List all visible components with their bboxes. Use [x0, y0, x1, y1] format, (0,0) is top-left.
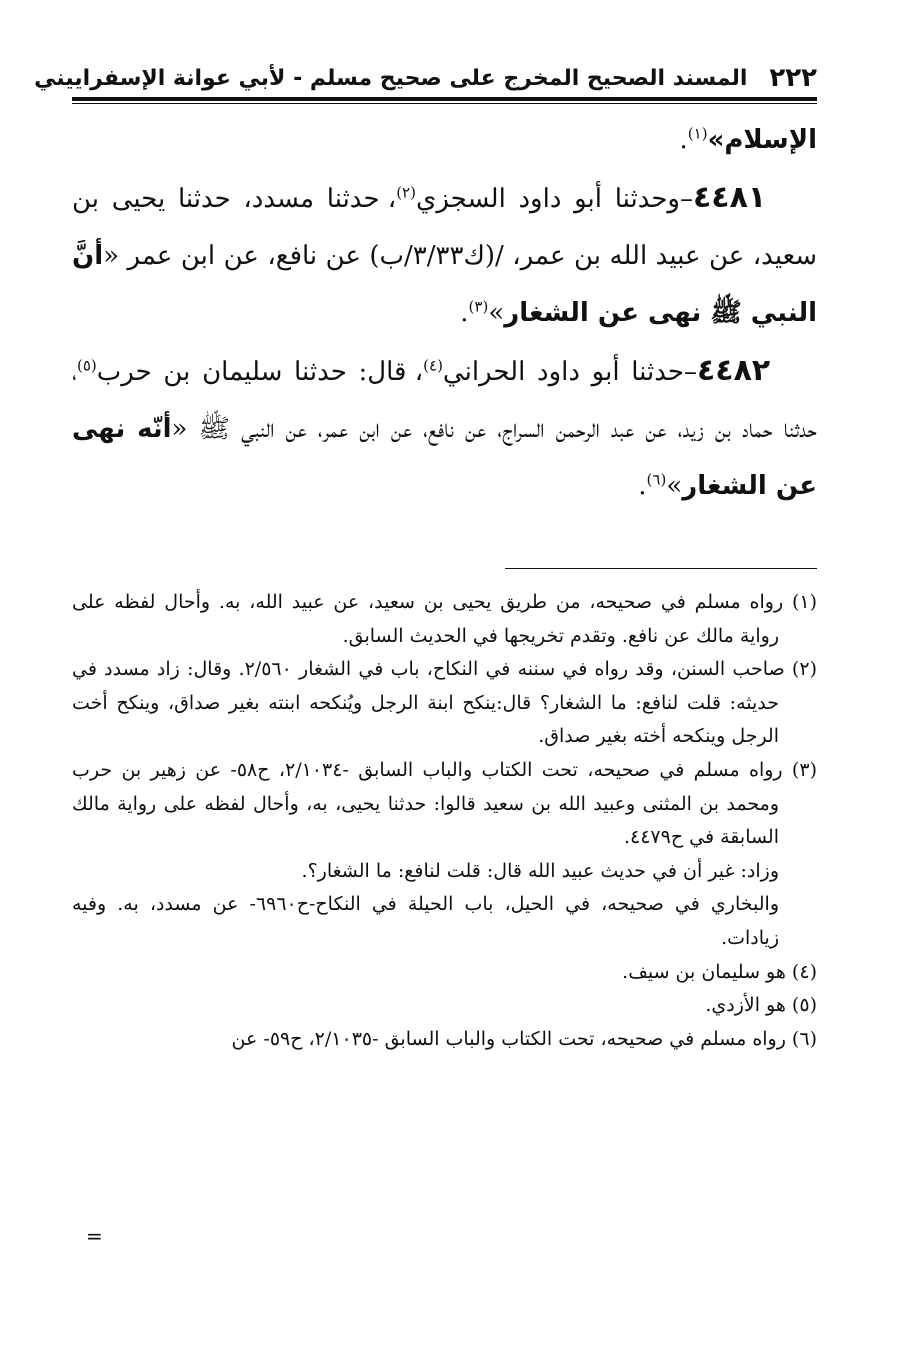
hadith-number: ٤٤٨١ — [692, 180, 767, 215]
text: ، حدثنا مسدد، حدثنا يحيى بن سعيد، عن عبيد الله بن عمر، /(ك٣/٣٣/ب) عن نافع، عن ابن عمر « — [72, 184, 817, 271]
footnote-2: (٢) صاحب السنن، وقد رواه في سننه في النكاح، باب في الشغار ٢/٥٦٠. وقال: زاد مسدد في حديثه: قلت لنافع: ما الشغار؟ قال:ينكح ابنة الرجل ويُنكحه ابنته بغير صداق، وينكح أخت الرجل وينكحه أخته بغير صداق. — [72, 658, 817, 748]
footnote-ref: (١) — [687, 124, 708, 143]
text: ، حدثنا حماد بن زيد، عن عبد الرحمن السراج، عن نافع، عن ابن عمر، عن النبي ﷺ « — [72, 357, 817, 444]
text: . — [638, 471, 647, 501]
footnote-1: (١) رواه مسلم في صحيحه، من طريق يحيى بن سعيد، عن عبيد الله، به. وأحال لفظه على رواية مالك عن نافع. وتقدم تخريجها في الحديث السابق. — [72, 591, 817, 647]
footnote-ref: (٥) — [76, 356, 97, 375]
continuation-mark: = — [86, 1224, 103, 1248]
quote: الإسلام» — [707, 125, 817, 155]
text: ، قال: حدثنا سليمان بن حرب — [96, 357, 424, 387]
footnote-3-bukhari: والبخاري في صحيحه، في الحيل، باب الحيلة في النكاح-ح٦٩٦٠- عن مسدد، به. وفيه زيادات. — [72, 893, 779, 949]
footnote-ref: (٢) — [396, 183, 416, 202]
quote: أنّه نهى عن الشغار — [72, 414, 817, 501]
paragraph-continued — [72, 112, 817, 169]
footnote-3: (٣) رواه مسلم في صحيحه، تحت الكتاب والباب السابق -٢/١٠٣٤، ح٥٨- عن زهير بن حرب ومحمد بن المثنى وعبيد الله بن سعيد قالوا: حدثنا يحيى، به، وأحال لفظه على رواية مالك السابقة في ح٤٤٧٩. — [72, 758, 817, 849]
footnote-6: (٦) رواه مسلم في صحيحه، تحت الكتاب والباب السابق -٢/١٠٣٥، ح٥٩- عن — [231, 1027, 817, 1050]
page-header — [34, 58, 817, 98]
footnote-5: (٥) هو الأزدي. — [705, 994, 817, 1017]
header-rule-thin — [72, 103, 817, 104]
text: . — [460, 298, 469, 328]
text: –حدثنا أبو داود الحراني — [442, 357, 697, 387]
running-title: المسند الصحيح المخرج على صحيح مسلم - لأبي عوانة الإسفراييني — [34, 65, 748, 91]
main-text — [72, 112, 817, 515]
footnote-separator — [505, 568, 817, 569]
hadith-number: ٤٤٨٢ — [696, 353, 771, 388]
footnote-ref: (٤) — [423, 356, 443, 375]
footnote-ref: (٣) — [468, 297, 489, 316]
footnote-ref: (٦) — [646, 470, 667, 489]
footnote-4: (٤) هو سليمان بن سيف. — [622, 960, 817, 983]
text: » — [488, 298, 505, 328]
hadith-4482: ​ ٤٤٨٢–حدثنا أبو داود الحراني$^{(٤)}$، قال: حدثنا سليمان بن حرب$^{(٥)}$، حدثنا حماد بن زيد، عن عبد الرحمن السراج، عن نافع، عن ابن عمر، عن النبي ﷺ «أنّه نهى عن الشغار»$^{(٦)}$. — [72, 353, 817, 501]
footnote-3-addition: وزاد: غير أن في حديث عبيد الله قال: قلت لنافع: ما الشغار؟. — [301, 859, 779, 882]
quote: أنَّ النبي ﷺ نهى عن الشغار — [72, 241, 817, 328]
text: » — [666, 471, 683, 501]
header-rule — [72, 97, 817, 101]
page-number: ٢٢٢ — [769, 63, 817, 93]
footnotes — [72, 586, 817, 1056]
text: –وحدثنا أبو داود السجزي — [415, 184, 693, 214]
hadith-4481: ​ ٤٤٨١–وحدثنا أبو داود السجزي$^{(٢)}$، حدثنا مسدد، حدثنا يحيى بن سعيد، عن عبيد الله بن عمر، /(ك٣/٣٣/ب) عن نافع، عن ابن عمر «أنَّ النبي ﷺ نهى عن الشغار»$^{(٣)}$. — [72, 180, 818, 328]
text: . — [679, 125, 688, 155]
